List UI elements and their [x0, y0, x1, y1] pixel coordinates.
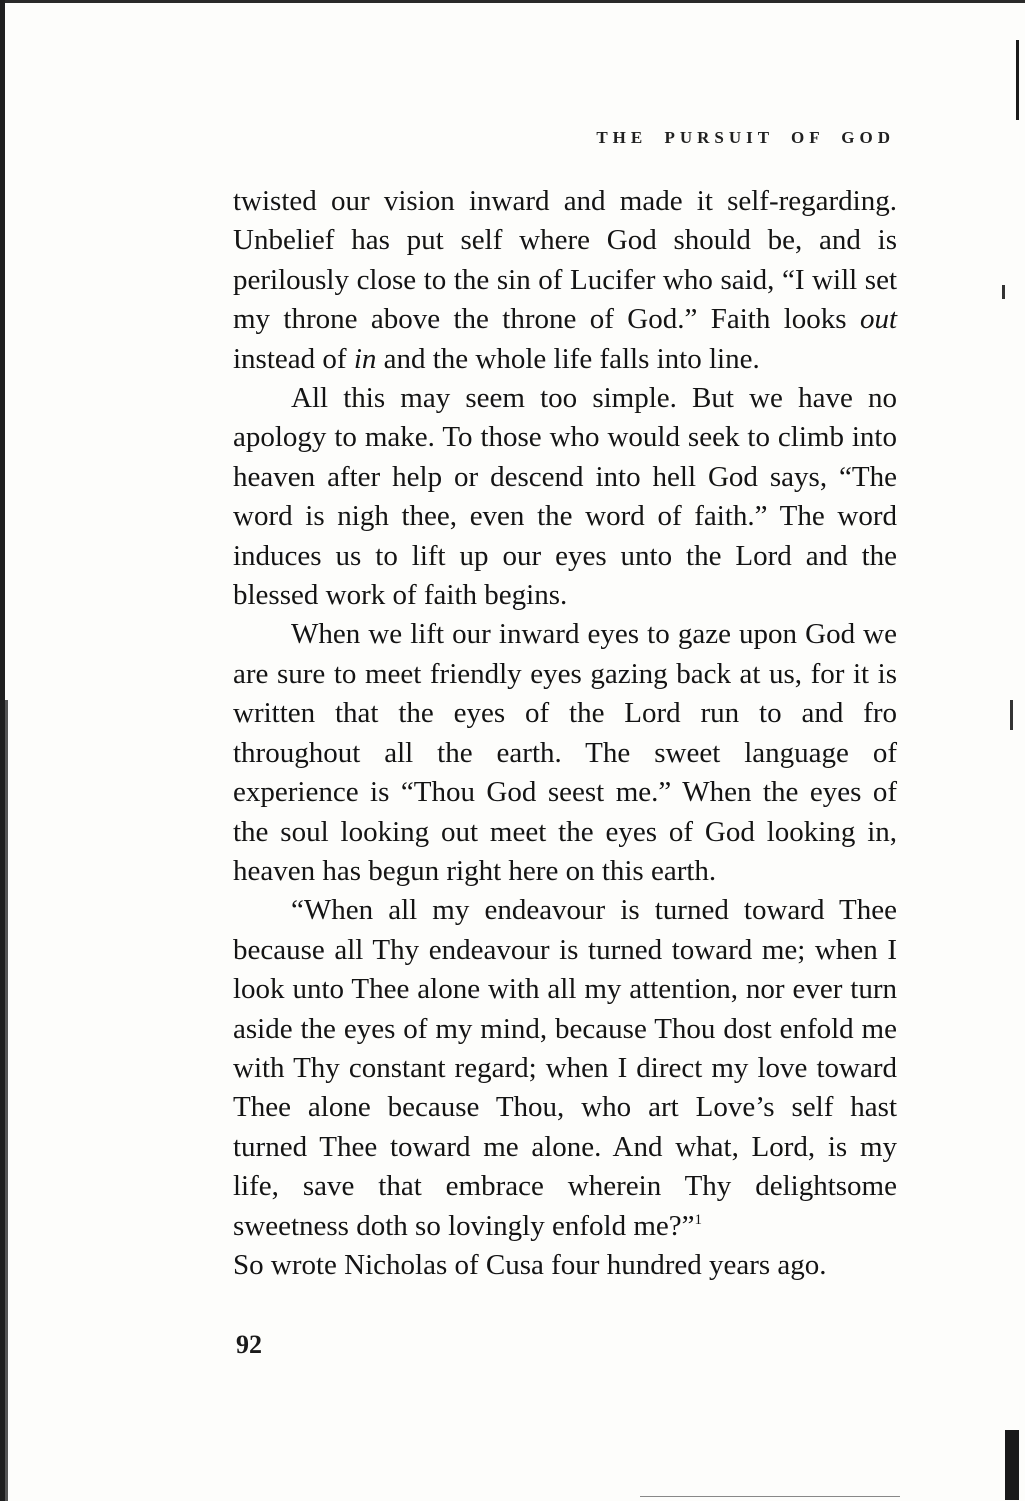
paragraph-1-text: twisted our vision inward and made it self-regarding. Unbelief has put self where God should be, and is perilously close to the sin of Lucifer who said, “I will set my throne above the throne of God.” Faith looks [233, 185, 897, 336]
paragraph-2: All this may seem too simple. But we have no apology to make. To those who would seek to climb into heaven after help or descend into hell God says, “The word is nigh thee, even the word of faith.” The word induces us to lift up our eyes unto the Lord and the blessed work of faith begins. [233, 382, 897, 612]
quotation-text: “When all my endeavour is turned toward Thee because all Thy endeavour is turned toward me; when I look unto Thee alone with all my attention, nor ever turn aside the eyes of my mind, because Thou dost enfold me with Thy constant regard; when I direct my love toward Thee alone because Thou, who art Love’s self hast turned Thee toward me alone. And what, Lord, is my life, save that embrace wherein Thy delightsome sweetness doth so lovingly enfold me?” [233, 894, 897, 1242]
paragraph-3: When we lift our inward eyes to gaze upon God we are sure to meet friendly eyes gazing back at us, for it is written that the eyes of the Lord run to and fro throughout all the earth. The sweet language of experience is “Thou God seest me.” When the eyes of the soul looking out meet the eyes of God looking in, heaven has begun right here on this earth. [233, 618, 897, 887]
paragraph-1-end: and the whole life falls into line. [376, 342, 760, 375]
page-number: 92 [236, 1330, 262, 1359]
quotation-attribution: So wrote Nicholas of Cusa four hundred years ago. [233, 1248, 827, 1281]
scan-mark-right-top [1016, 40, 1019, 120]
footnote-reference: 1 [694, 1211, 702, 1228]
scan-border-top [0, 0, 1025, 3]
italic-in: in [353, 342, 377, 375]
scan-speck [1010, 700, 1013, 730]
scan-line-bottom [640, 1496, 900, 1497]
paragraph-4 [233, 891, 897, 1285]
scan-mark-bottom-right [1005, 1430, 1019, 1500]
paragraph-1 [233, 182, 897, 379]
scan-speck [1002, 285, 1005, 299]
scan-shadow-left [5, 700, 8, 1501]
italic-out: out [859, 303, 897, 336]
body-text [233, 182, 897, 1285]
paragraph-1-middle: instead of [233, 342, 354, 375]
running-head: THE PURSUIT OF GOD [596, 128, 895, 147]
